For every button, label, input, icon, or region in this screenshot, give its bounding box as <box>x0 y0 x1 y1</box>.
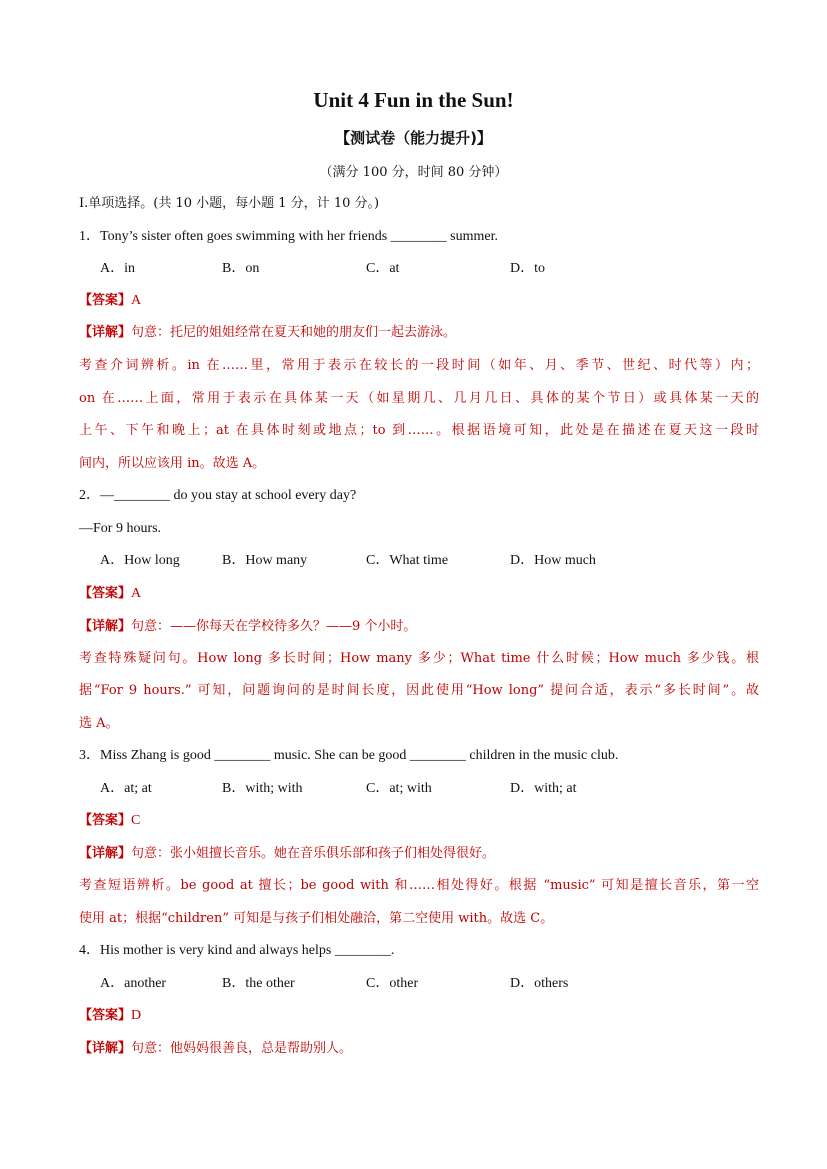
detail-text: 句意：张小姐擅长音乐。她在音乐俱乐部和孩子们相处得很好。 <box>131 846 496 861</box>
q4-option-c: C．other <box>366 976 419 991</box>
q3-explanation-line-1: 考查短语辨析。be good at 擅长；be good with 和……相处得好。根据 “music” 可知是擅长音乐，第一空 <box>79 878 759 893</box>
q1-option-d: D．to <box>510 261 545 276</box>
answer-value: A <box>131 586 142 601</box>
q2-option-b: B．How many <box>222 553 308 568</box>
q4-option-a: A．another <box>100 976 167 991</box>
q2-stem-response: —For 9 hours. <box>79 521 162 536</box>
q2-stem: 2．—________ do you stay at school every day? <box>79 488 357 503</box>
q4-option-d: D．others <box>510 976 569 991</box>
answer-tag: 【答案】 <box>79 813 132 828</box>
detail-text: 句意：托尼的姐姐经常在夏天和她的朋友们一起去游泳。 <box>131 325 457 340</box>
q1-stem: 1．Tony’s sister often goes swimming with her friends ________ summer. <box>79 229 498 244</box>
answer-value: D <box>131 1008 142 1023</box>
q3-option-c: C．at; with <box>366 781 432 796</box>
q2-option-d: D．How much <box>510 553 596 568</box>
q3-answer <box>79 812 140 830</box>
detail-tag: 【详解】 <box>79 325 132 340</box>
q2-explanation-line-3: 选 A。 <box>79 716 119 731</box>
q3-option-a: A．at; at <box>100 781 152 796</box>
section-heading: I.单项选择。(共 10 小题，每小题 1 分，计 10 分。) <box>79 196 380 211</box>
q3-option-b: B．with; with <box>222 781 303 796</box>
answer-tag: 【答案】 <box>79 586 132 601</box>
q2-explanation-line-2: 据“For 9 hours.” 可知，问题询问的是时间长度，因此使用“How long” 提问合适，表示“多长时间”。故 <box>79 683 759 698</box>
q1-explanation-line-2: on 在……上面，常用于表示在具体某一天（如星期几、几月几日、具体的某个节日）或具体某一天的 <box>79 391 759 406</box>
answer-value: A <box>131 293 142 308</box>
answer-tag: 【答案】 <box>79 1008 132 1023</box>
q3-stem: 3．Miss Zhang is good ________ music. She can be good ________ children in the music club. <box>79 748 619 763</box>
q4-detail <box>79 1040 352 1058</box>
q1-detail <box>79 324 456 342</box>
q1-explanation-line-4: 间内，所以应该用 in。故选 A。 <box>79 456 266 471</box>
page-title: Unit 4 Fun in the Sun! <box>313 88 514 112</box>
q1-option-b: B．on <box>222 261 260 276</box>
q1-option-a: A．in <box>100 261 135 276</box>
page-subtitle: 【测试卷（能力提升)】 <box>335 129 492 147</box>
q3-explanation-line-2: 使用 at；根据“children” 可知是与孩子们相处融洽，第二空使用 with。故选 C。 <box>79 911 554 926</box>
q4-stem: 4．His mother is very kind and always helps ________. <box>79 943 395 958</box>
detail-tag: 【详解】 <box>79 619 132 634</box>
q2-option-c: C．What time <box>366 553 449 568</box>
answer-tag: 【答案】 <box>79 293 132 308</box>
q2-answer <box>79 585 141 603</box>
q3-option-d: D．with; at <box>510 781 577 796</box>
q1-explanation-line-1: 考查介词辨析。in 在……里，常用于表示在较长的一段时间（如年、月、季节、世纪、时代等）内； <box>79 358 759 373</box>
q3-detail <box>79 845 495 863</box>
q2-option-a: A．How long <box>100 553 180 568</box>
detail-tag: 【详解】 <box>79 846 132 861</box>
answer-value: C <box>131 813 141 828</box>
q2-explanation-line-1: 考查特殊疑问句。How long 多长时间；How many 多少；What time 什么时候；How much 多少钱。根 <box>79 651 759 666</box>
q4-option-b: B．the other <box>222 976 295 991</box>
q4-answer <box>79 1007 141 1025</box>
q1-answer <box>79 292 141 310</box>
q1-option-c: C．at <box>366 261 400 276</box>
q2-detail <box>79 618 416 636</box>
detail-text: 句意：他妈妈很善良，总是帮助别人。 <box>131 1041 353 1056</box>
q1-explanation-line-3: 上午、下午和晚上；at 在具体时刻或地点；to 到……。根据语境可知，此处是在描述在夏天这一段时 <box>79 423 759 438</box>
detail-tag: 【详解】 <box>79 1041 132 1056</box>
detail-text: 句意：——你每天在学校待多久？——9 个小时。 <box>131 619 417 634</box>
exam-meta: （满分 100 分，时间 80 分钟） <box>319 165 508 180</box>
